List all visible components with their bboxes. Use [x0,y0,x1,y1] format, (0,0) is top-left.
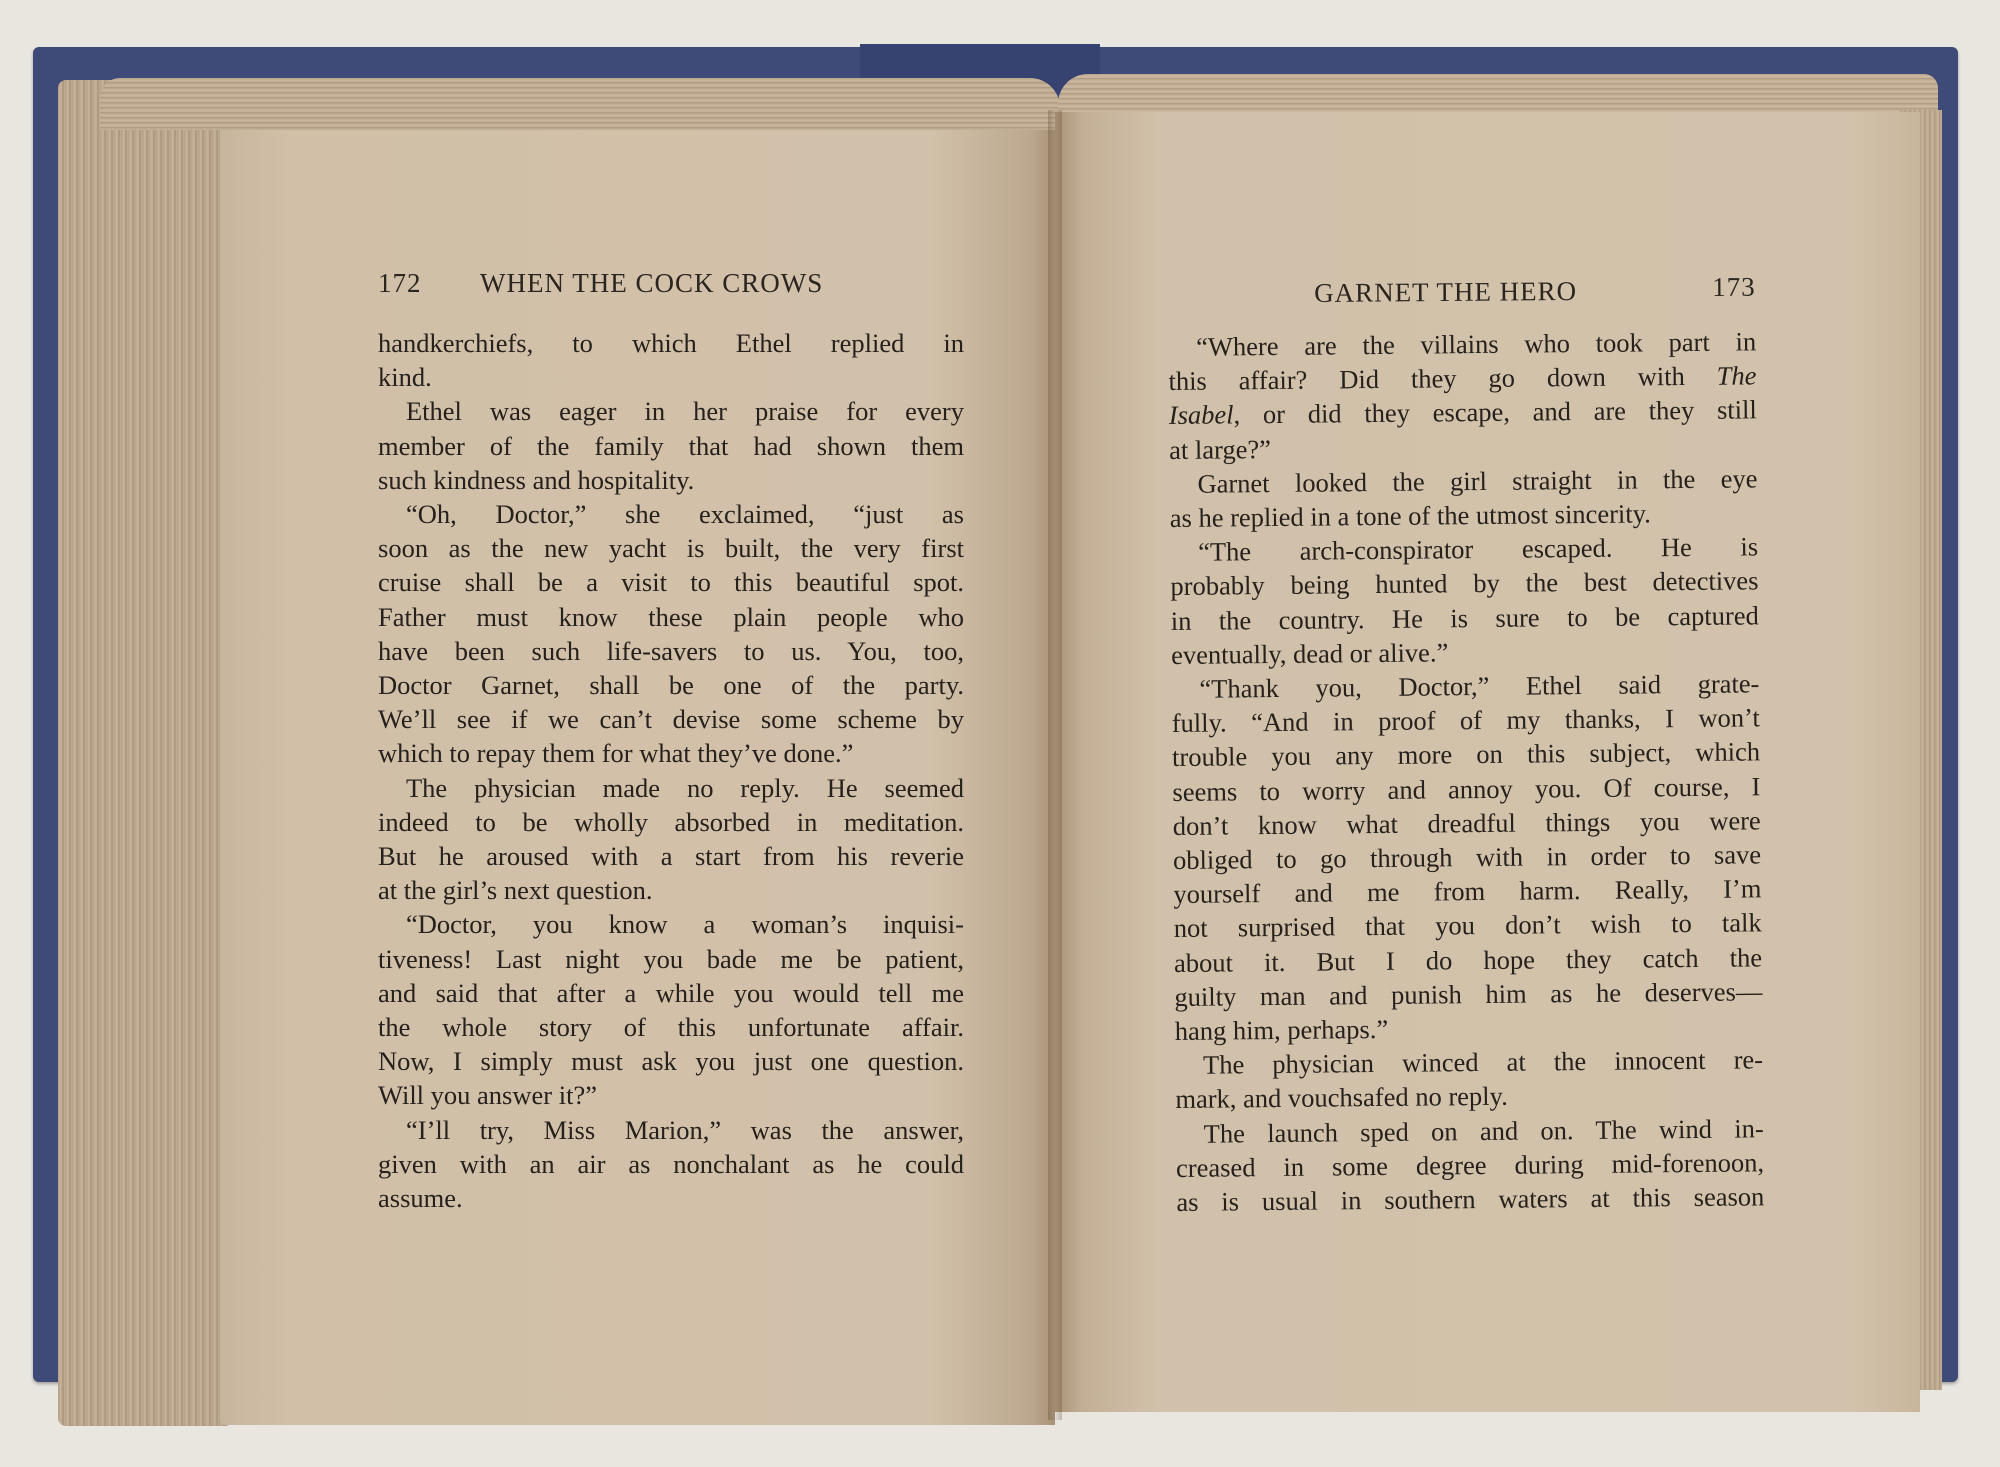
text-line: Father must know these plain people who [378,601,964,632]
page-edges-top-left [100,78,1060,130]
text-line: “Thank you, Doctor,” Ethel said grate- [1199,668,1760,704]
text-line: don’t know what dreadful things you were [1172,805,1761,841]
text-line: as he replied in a tone of the utmost sincerity. [1169,498,1651,534]
text-line: We’ll see if we can’t devise some scheme by [378,704,964,735]
text-line: eventually, dead or alive.” [1170,637,1449,670]
text-line: creased in some degree during mid-forenoon, [1175,1147,1765,1183]
text-line: seems to worry and annoy you. Of course, I [1172,770,1761,807]
text-line: such kindness and hospitality. [378,464,695,495]
text-line: not surprised that you don’t wish to talk [1173,907,1762,944]
text-line: “Where are the villains who took part in [1196,326,1757,362]
text-line: Ethel was eager in her praise for every [406,396,964,427]
text-line: “I’ll try, Miss Marion,” was the answer, [406,1114,964,1145]
right-running-head: GARNET THE HERO [1314,275,1578,308]
text-line: “The arch-conspirator escaped. He is [1197,531,1759,567]
text-line: obliged to go through with in order to save [1172,839,1762,876]
text-line: have been such life-savers to us. You, too, [378,635,964,666]
text-line: the whole story of this unfortunate affair. [378,1012,964,1043]
text-line: handkerchiefs, to which Ethel replied in [378,328,964,358]
text-line: kind. [378,362,432,393]
text-line: member of the family that had shown them [378,430,964,461]
text-line: and said that after a while you would tell me [378,977,964,1008]
text-line: fully. “And in proof of my thanks, I won’t [1171,702,1760,739]
text-line: assume. [378,1183,463,1214]
text-line: in the country. He is sure to be captured [1170,599,1759,636]
text-line: at the girl’s next question. [378,875,653,906]
text-line: The physician made no reply. He seemed [406,772,964,803]
left-page-text [378,326,964,1215]
text-line: as is usual in southern waters at this season [1176,1181,1765,1218]
text-line: given with an air as nonchalant as he could [378,1148,964,1179]
text-line: Garnet looked the girl straight in the eye [1197,463,1758,499]
text-line: Doctor Garnet, shall be one of the party. [378,670,964,701]
text-line: indeed to be wholly absorbed in meditation. [378,806,964,837]
page-edges-left [58,80,228,1426]
text-line: trouble you any more on this subject, which [1171,736,1761,773]
text-line: this affair? Did they go down with The [1168,360,1757,397]
text-line: mark, and vouchsafed no reply. [1175,1081,1508,1115]
text-line: But he aroused with a start from his reverie [378,841,964,872]
text-line: at large?” [1169,433,1272,465]
book-gutter [1048,110,1062,1420]
text-line: probably being hunted by the best detectives [1170,565,1759,602]
text-line: The physician winced at the innocent re- [1202,1044,1764,1080]
right-page-number: 173 [1712,271,1756,302]
left-running-head: WHEN THE COCK CROWS [480,268,824,298]
text-line: “Doctor, you know a woman’s inquisi- [406,909,964,940]
text-line: tiveness! Last night you bade me be patient, [378,943,964,974]
right-page-text [1168,324,1765,1219]
text-line: The launch sped on and on. The wind in- [1203,1112,1764,1149]
text-line: “Oh, Doctor,” she exclaimed, “just as [406,499,964,530]
text-line: which to repay them for what they’ve done.” [378,738,854,769]
text-line: about it. But I do hope they catch the [1173,941,1763,978]
text-line: Now, I simply must ask you just one question. [378,1046,964,1077]
text-line: yourself and me from harm. Really, I’m [1173,873,1762,910]
text-line: Isabel, or did they escape, and are they still [1168,394,1757,431]
text-line: cruise shall be a visit to this beautiful spot. [378,567,964,598]
left-page-number: 172 [378,268,422,298]
text-line: hang him, perhaps.” [1174,1013,1389,1047]
text-line: Will you answer it?” [378,1080,597,1111]
text-line: guilty man and punish him as he deserves— [1174,976,1763,1012]
text-line: soon as the new yacht is built, the very first [378,533,964,564]
